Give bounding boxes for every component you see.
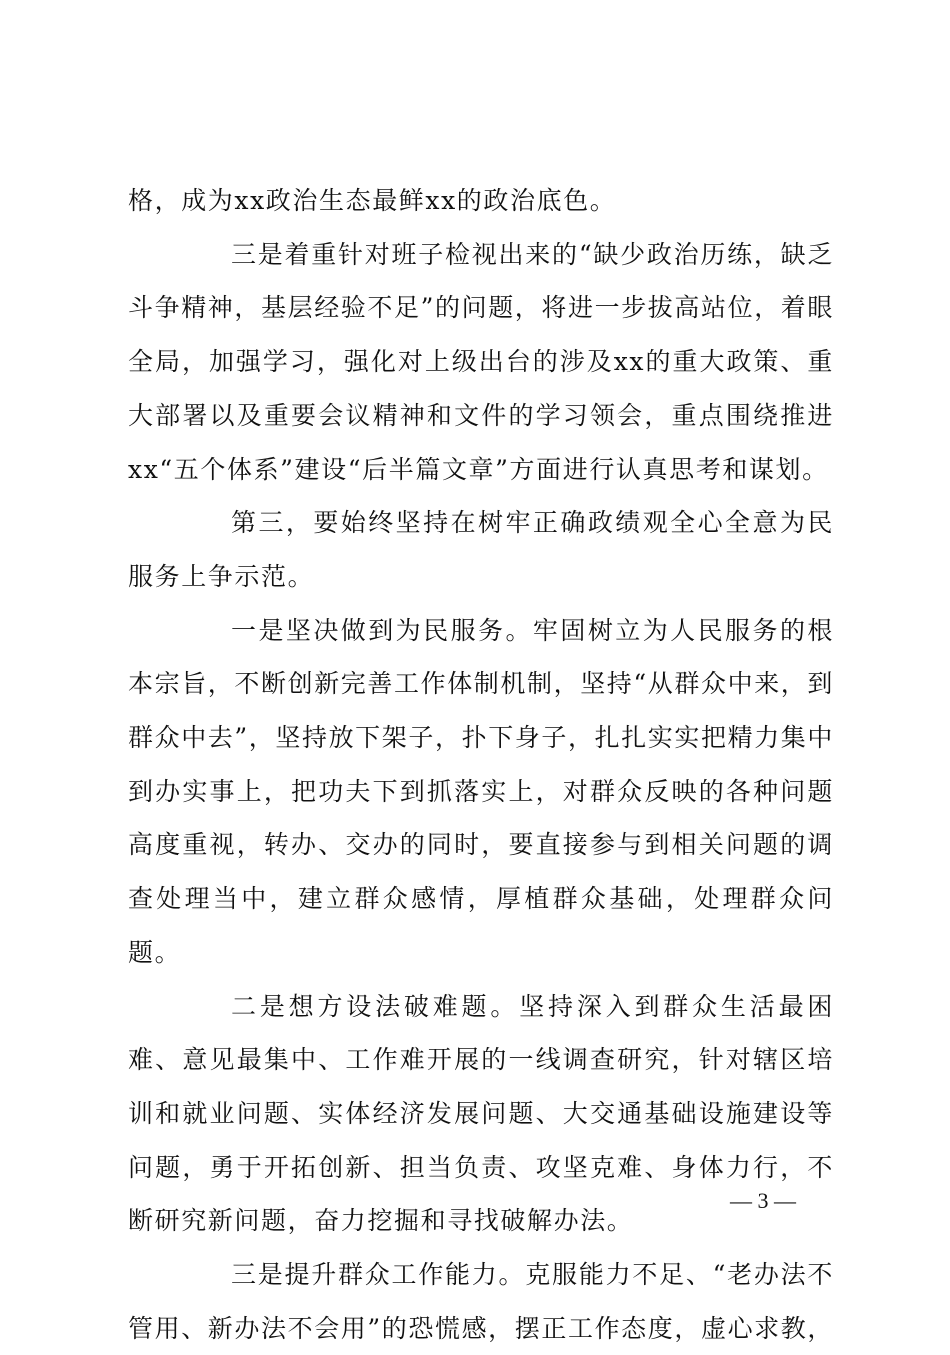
paragraph-section-heading-third: 第三，要始终坚持在树牢正确政绩观全心全意为民服务上争示范。 xyxy=(128,508,834,591)
paragraph-item-one-serve-people: 一是坚决做到为民服务。牢固树立为人民服务的根本宗旨，不断创新完善工作体制机制，坚持“从群众中来，到群众中去”，坚持放下架子，扑下身子，扎扎实实把精力集中到办实事上，把功夫下到抓落实上，对群众反映的各种问题高度重视，转办、交办的同时，要直接参与到相关问题的调查处理当中，建立群众感情，厚植群众基础，处理群众问题。 xyxy=(128,615,834,967)
page-number: — 3 — xyxy=(730,1188,796,1213)
paragraph-item-three-capability: 三是提升群众工作能力。克服能力不足、“老办法不管用、新办法不会用”的恐慌感，摆正工作态度，虚心求教， xyxy=(128,1260,834,1343)
document-body xyxy=(128,174,834,1355)
paragraph-continuation: 格，成为xx政治生态最鲜xx的政治底色。 xyxy=(128,186,617,215)
paragraph-item-three-focus: 三是着重针对班子检视出来的“缺少政治历练，缺乏斗争精神，基层经验不足”的问题，将进一步拔高站位，着眼全局，加强学习，强化对上级出台的涉及xx的重大政策、重大部署以及重要会议精神和文件的学习领会，重点围绕推进xx“五个体系”建设“后半篇文章”方面进行认真思考和谋划。 xyxy=(128,239,834,484)
paragraph-item-two-solve-problems: 二是想方设法破难题。坚持深入到群众生活最困难、意见最集中、工作难开展的一线调查研究，针对辖区培训和就业问题、实体经济发展问题、大交通基础设施建设等问题，勇于开拓创新、担当负责、攻坚克难、身体力行，不断研究新问题，奋力挖掘和寻找破解办法。 xyxy=(128,991,834,1236)
